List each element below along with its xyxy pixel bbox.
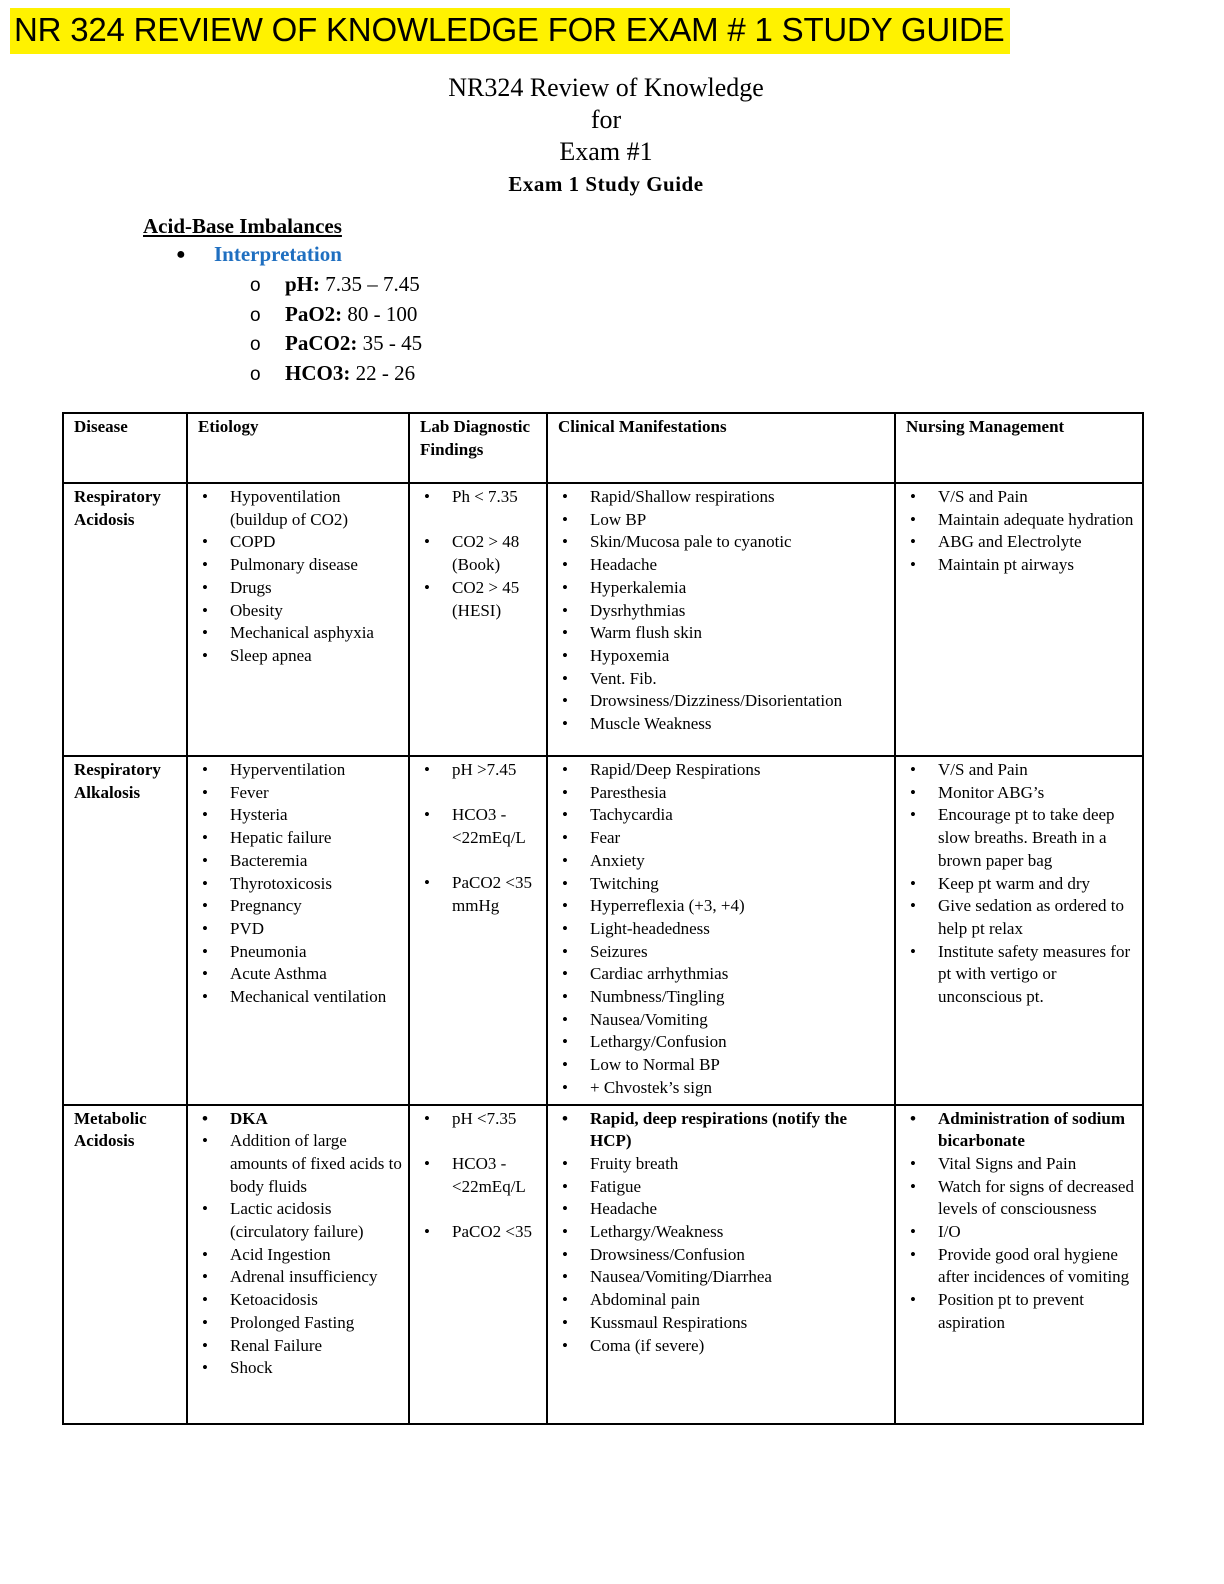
range-item: [250, 359, 422, 389]
list-item: • Bacteremia: [198, 850, 402, 873]
list-item: • Administration of sodium bicarbonate: [906, 1108, 1136, 1153]
range-value: 35 - 45: [357, 331, 423, 355]
header-nursing-management: Nursing Management: [895, 413, 1143, 483]
etiology-cell: [187, 1105, 409, 1424]
disease-cell: Respiratory Alkalosis: [63, 756, 187, 1105]
list-item: • Hysteria: [198, 804, 402, 827]
list-item: • Thyrotoxicosis: [198, 873, 402, 896]
list-item: • pH <7.35: [420, 1108, 540, 1131]
list-item: • Lactic acidosis (circulatory failure): [198, 1198, 402, 1243]
circle-bullet-icon: o: [250, 363, 261, 385]
list-item: • Sleep apnea: [198, 645, 402, 668]
circle-bullet-icon: o: [250, 304, 261, 326]
list-item: • Hypoxemia: [558, 645, 888, 668]
header-clinical-manifestations: Clinical Manifestations: [547, 413, 895, 483]
list-item: • Renal Failure: [198, 1335, 402, 1358]
list-item: • Twitching: [558, 873, 888, 896]
list-item: • Rapid/Shallow respirations: [558, 486, 888, 509]
list-item: • Prolonged Fasting: [198, 1312, 402, 1335]
document-banner: NR 324 REVIEW OF KNOWLEDGE FOR EXAM # 1 STUDY GUIDE: [10, 8, 1010, 54]
range-label: pH:: [285, 272, 321, 296]
list-item: • Drowsiness/Confusion: [558, 1244, 888, 1267]
list-item: • Hypoventilation (buildup of CO2): [198, 486, 402, 531]
list-item: • Hyperventilation: [198, 759, 402, 782]
title-line-2: for: [590, 105, 622, 134]
manifestations-cell: [547, 483, 895, 756]
nursing-cell: [895, 483, 1143, 756]
lab-cell: [409, 1105, 547, 1424]
list-item: • COPD: [198, 531, 402, 554]
nursing-cell: [895, 1105, 1143, 1424]
list-item: • Keep pt warm and dry: [906, 873, 1136, 896]
bullet-icon: ●: [176, 246, 186, 263]
list-item: • Mechanical ventilation: [198, 986, 402, 1009]
list-item: • Shock: [198, 1357, 402, 1380]
list-item: • Obesity: [198, 600, 402, 623]
section-heading: Acid-Base Imbalances: [143, 214, 342, 238]
circle-bullet-icon: o: [250, 334, 261, 355]
list-item: • Headache: [558, 1198, 888, 1221]
list-item: • Hepatic failure: [198, 827, 402, 850]
list-item: • PaCO2 <35 mmHg: [420, 872, 540, 917]
range-value: 22 - 26: [350, 360, 416, 385]
list-item: • Kussmaul Respirations: [558, 1312, 888, 1335]
list-item: • Give sedation as ordered to help pt relax: [906, 895, 1136, 940]
list-item: • Acute Asthma: [198, 963, 402, 986]
list-item: • ABG and Electrolyte: [906, 531, 1136, 554]
list-item: • HCO3 -<22mEq/L: [420, 1153, 540, 1198]
list-item: • Maintain pt airways: [906, 554, 1136, 577]
list-item: • Mechanical asphyxia: [198, 622, 402, 645]
list-item: • Headache: [558, 554, 888, 577]
range-value: 7.35 – 7.45: [320, 272, 420, 296]
list-item: • Pneumonia: [198, 941, 402, 964]
list-item: • Ph < 7.35: [420, 486, 540, 509]
title-block: [0, 72, 1212, 198]
list-item: • Pulmonary disease: [198, 554, 402, 577]
list-item: • Ketoacidosis: [198, 1289, 402, 1312]
list-item: • PaCO2 <35: [420, 1221, 540, 1244]
list-item: • Monitor ABG’s: [906, 782, 1136, 805]
list-item: • Vent. Fib.: [558, 668, 888, 691]
list-item: • Drugs: [198, 577, 402, 600]
list-item: • Pregnancy: [198, 895, 402, 918]
header-disease: Disease: [63, 413, 187, 483]
list-item: • Low to Normal BP: [558, 1054, 888, 1077]
list-item: • HCO3 -<22mEq/L: [420, 804, 540, 849]
range-value: 80 - 100: [342, 301, 418, 326]
list-item: • Rapid, deep respirations (notify the HCP): [558, 1108, 888, 1153]
table-header-row: [63, 413, 1143, 483]
list-item: • Nausea/Vomiting: [558, 1009, 888, 1032]
range-label: PaCO2:: [285, 331, 358, 355]
range-item: [250, 270, 422, 300]
circle-bullet-icon: o: [250, 275, 261, 296]
list-item: • Drowsiness/Dizziness/Disorientation: [558, 690, 888, 713]
list-item: • Abdominal pain: [558, 1289, 888, 1312]
list-item: • Low BP: [558, 509, 888, 532]
list-item: • V/S and Pain: [906, 486, 1136, 509]
range-item: [250, 300, 422, 330]
nursing-cell: [895, 756, 1143, 1105]
range-item: [250, 329, 422, 359]
title-line-1: NR324 Review of Knowledge: [448, 73, 764, 102]
interpretation-label: Interpretation: [214, 242, 342, 266]
list-item: • Fatigue: [558, 1176, 888, 1199]
list-item: • Muscle Weakness: [558, 713, 888, 736]
list-item: • + Chvostek’s sign: [558, 1077, 888, 1100]
list-item: • Numbness/Tingling: [558, 986, 888, 1009]
list-item: • Hyperreflexia (+3, +4): [558, 895, 888, 918]
title-line-3: Exam #1: [559, 137, 653, 166]
list-item: • Position pt to prevent aspiration: [906, 1289, 1136, 1334]
list-item: • Seizures: [558, 941, 888, 964]
list-item: • Coma (if severe): [558, 1335, 888, 1358]
header-etiology: Etiology: [187, 413, 409, 483]
table-row: [63, 483, 1143, 756]
list-item: • Fear: [558, 827, 888, 850]
normal-ranges-list: [250, 270, 422, 388]
acid-base-table: [62, 412, 1144, 1425]
document-subtitle: Exam 1 Study Guide: [508, 172, 704, 196]
list-item: • pH >7.45: [420, 759, 540, 782]
list-item: • Light-headedness: [558, 918, 888, 941]
manifestations-cell: [547, 756, 895, 1105]
header-lab-findings: Lab Diagnostic Findings: [409, 413, 547, 483]
list-item: • Cardiac arrhythmias: [558, 963, 888, 986]
list-item: • Paresthesia: [558, 782, 888, 805]
list-item: • I/O: [906, 1221, 1136, 1244]
list-item: • Warm flush skin: [558, 622, 888, 645]
list-item: • Maintain adequate hydration: [906, 509, 1136, 532]
etiology-cell: [187, 483, 409, 756]
list-item: • Lethargy/Confusion: [558, 1031, 888, 1054]
list-item: • Fruity breath: [558, 1153, 888, 1176]
lab-cell: [409, 483, 547, 756]
list-item: • Vital Signs and Pain: [906, 1153, 1136, 1176]
list-item: • CO2 > 45 (HESI): [420, 577, 540, 622]
list-item: • Nausea/Vomiting/Diarrhea: [558, 1266, 888, 1289]
list-item: • CO2 > 48 (Book): [420, 531, 540, 576]
range-label: HCO3:: [285, 360, 351, 385]
manifestations-cell: [547, 1105, 895, 1424]
list-item: • Fever: [198, 782, 402, 805]
range-label: PaO2:: [285, 301, 343, 326]
list-item: • Adrenal insufficiency: [198, 1266, 402, 1289]
list-item: • Addition of large amounts of fixed acids to body fluids: [198, 1130, 402, 1198]
list-item: • V/S and Pain: [906, 759, 1136, 782]
list-item: • Rapid/Deep Respirations: [558, 759, 888, 782]
table-row: [63, 1105, 1143, 1424]
list-item: • DKA: [198, 1108, 402, 1131]
list-item: • Anxiety: [558, 850, 888, 873]
list-item: • Encourage pt to take deep slow breaths. Breath in a brown paper bag: [906, 804, 1136, 872]
list-item: • Lethargy/Weakness: [558, 1221, 888, 1244]
list-item: • Hyperkalemia: [558, 577, 888, 600]
list-item: • Acid Ingestion: [198, 1244, 402, 1267]
disease-cell: Respiratory Acidosis: [63, 483, 187, 756]
table-row: [63, 756, 1143, 1105]
list-item: • Dysrhythmias: [558, 600, 888, 623]
list-item: • Watch for signs of decreased levels of consciousness: [906, 1176, 1136, 1221]
list-item: • PVD: [198, 918, 402, 941]
disease-cell: Metabolic Acidosis: [63, 1105, 187, 1424]
interpretation-bullet: [176, 242, 342, 267]
lab-cell: [409, 756, 547, 1105]
list-item: • Institute safety measures for pt with vertigo or unconscious pt.: [906, 941, 1136, 1009]
list-item: • Provide good oral hygiene after incidences of vomiting: [906, 1244, 1136, 1289]
etiology-cell: [187, 756, 409, 1105]
list-item: • Skin/Mucosa pale to cyanotic: [558, 531, 888, 554]
list-item: • Tachycardia: [558, 804, 888, 827]
